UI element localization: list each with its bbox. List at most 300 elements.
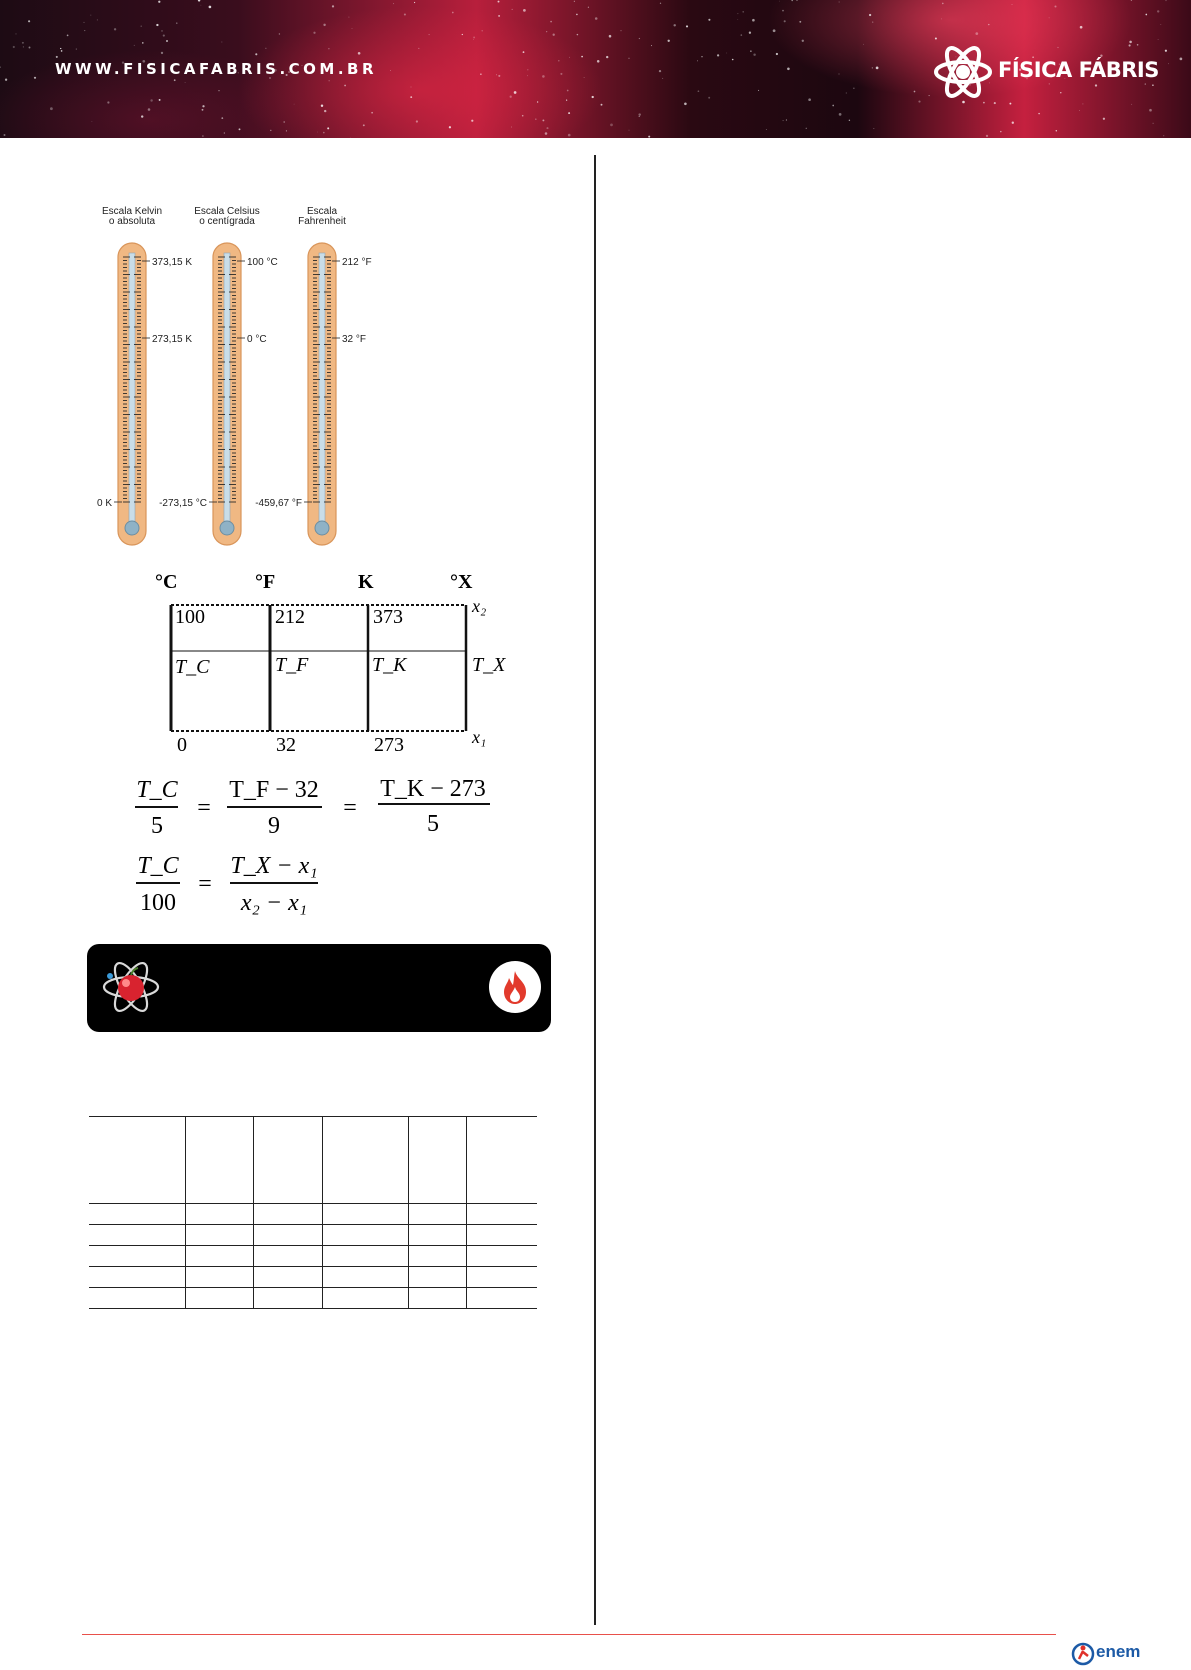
star [1054, 5, 1056, 7]
scale-diagram [150, 565, 506, 756]
header-x: °X [450, 571, 473, 593]
table-cell [466, 1204, 537, 1225]
star [550, 21, 552, 23]
star [1137, 44, 1139, 46]
star [523, 9, 526, 12]
star [806, 128, 807, 129]
star [84, 30, 85, 31]
thermometer-subtitle: o absoluta [108, 216, 156, 227]
enem-logo-text: enem [1096, 1642, 1141, 1661]
star [597, 60, 600, 63]
star [90, 15, 91, 16]
table-cell [466, 1225, 537, 1246]
table-cell [89, 1288, 185, 1309]
star [107, 101, 109, 103]
star [511, 127, 512, 128]
star [752, 19, 755, 22]
star [176, 23, 177, 24]
column-divider [594, 155, 596, 1625]
star [1131, 0, 1132, 1]
star [1012, 4, 1013, 5]
star [708, 19, 710, 21]
thermometer-title: Escala Kelvin [101, 206, 163, 217]
star [141, 26, 142, 27]
star [639, 38, 640, 39]
star [808, 98, 811, 101]
thermometer-bulb [125, 521, 139, 535]
star [363, 124, 365, 126]
thermometer-bottom-label: -273,15 °C [159, 498, 207, 509]
star [567, 90, 569, 92]
star [606, 56, 608, 58]
formula1-term2-numerator: T_F − 32 [229, 777, 319, 803]
star [510, 96, 512, 98]
star [651, 45, 652, 46]
top-value-x: x₂ [472, 596, 487, 616]
star [569, 57, 570, 58]
table-cell [466, 1267, 537, 1288]
star [1160, 24, 1161, 25]
star [317, 132, 318, 133]
table-cell [89, 1225, 185, 1246]
thermometer-top-label: 373,15 K [152, 257, 193, 268]
star [286, 130, 287, 131]
star [429, 34, 430, 35]
star [174, 79, 176, 81]
star [23, 46, 24, 47]
star [766, 129, 767, 130]
star [67, 35, 69, 37]
star [84, 22, 85, 23]
star [393, 3, 394, 4]
star [802, 40, 804, 42]
star [350, 137, 351, 138]
star [50, 107, 53, 110]
star [545, 132, 548, 135]
star [452, 12, 454, 14]
star [224, 132, 225, 133]
data-table [89, 1116, 537, 1309]
star [1082, 103, 1083, 104]
thermometer-title: Escala Celsius [194, 206, 260, 217]
star [1149, 109, 1152, 112]
star [218, 90, 219, 91]
star [512, 9, 513, 10]
star [1049, 17, 1050, 18]
star [1100, 54, 1102, 56]
table-cell [466, 1288, 537, 1309]
star [872, 22, 873, 23]
thermometer-bulb [315, 521, 329, 535]
star [662, 78, 663, 79]
enem-logo [1070, 1637, 1180, 1667]
star [732, 59, 734, 61]
table-cell [253, 1288, 322, 1309]
star [329, 80, 330, 81]
star [783, 120, 784, 121]
star [1157, 10, 1159, 12]
thermometer-subtitle: o centígrada [199, 216, 255, 227]
formula2-term1-numerator: T_C [137, 853, 179, 879]
star [568, 134, 571, 137]
table-cell [185, 1288, 253, 1309]
star [348, 17, 349, 18]
header-fahrenheit: °F [255, 571, 276, 593]
thermometer-top-label: 212 °F [342, 257, 372, 268]
table-cell [322, 1267, 408, 1288]
star [601, 104, 603, 106]
star [988, 24, 989, 25]
star [323, 24, 325, 26]
mid-value-kelvin: T_K [372, 654, 407, 676]
star [255, 53, 257, 55]
star [698, 90, 700, 92]
star [473, 39, 474, 40]
table-cell [185, 1246, 253, 1267]
formula1-equals-1: = [197, 795, 211, 821]
star [321, 105, 323, 107]
star [528, 70, 529, 71]
star [1158, 39, 1159, 40]
star [134, 45, 135, 46]
table-cell [322, 1225, 408, 1246]
star [595, 17, 598, 20]
table-cell [408, 1288, 466, 1309]
star [779, 1, 780, 2]
star [1165, 50, 1167, 52]
table-row [89, 1204, 537, 1225]
star [839, 113, 842, 116]
table-cell [408, 1225, 466, 1246]
star [92, 121, 93, 122]
star [660, 3, 661, 4]
star [869, 14, 871, 16]
table-cell [89, 1246, 185, 1267]
star [473, 36, 475, 38]
star [874, 128, 875, 129]
page-header [0, 0, 1191, 138]
star [741, 34, 743, 36]
star [546, 31, 547, 32]
formula-conversion [130, 770, 500, 840]
star [523, 51, 525, 53]
star [498, 15, 500, 17]
star [568, 112, 570, 114]
star [584, 77, 585, 78]
thermometer-figure [90, 205, 390, 545]
star [527, 75, 528, 76]
bottom-value-celsius: 0 [177, 734, 187, 756]
brand-name: FÍSICA FÁBRIS [998, 58, 1159, 82]
star [986, 135, 988, 137]
star [576, 14, 578, 16]
table-cell [408, 1267, 466, 1288]
star [742, 11, 743, 12]
top-value-celsius: 100 [175, 606, 205, 628]
star [791, 0, 793, 1]
formula2-term2-numerator: T_X − x₁ [230, 853, 318, 879]
star [542, 119, 544, 121]
table-row [89, 1246, 537, 1267]
star [323, 132, 325, 134]
atom-logo-icon [934, 40, 992, 104]
header-kelvin: K [358, 571, 374, 593]
table-cell [185, 1204, 253, 1225]
table-row [89, 1288, 537, 1309]
formula2-term2-denominator: x₂ − x₁ [240, 890, 308, 916]
star [648, 136, 650, 138]
star [1153, 123, 1154, 124]
star [332, 5, 334, 7]
star [1095, 84, 1097, 86]
star [753, 53, 755, 55]
star [839, 74, 840, 75]
star [708, 97, 710, 99]
thermometer-0 [97, 206, 192, 545]
star [198, 0, 200, 2]
star [1129, 44, 1131, 46]
site-url[interactable]: WWW.FISICAFABRIS.COM.BR [55, 60, 378, 78]
footer-line [82, 1634, 1056, 1635]
star [697, 61, 698, 62]
star [390, 70, 391, 71]
star [758, 90, 759, 91]
star [629, 58, 630, 59]
star [1012, 122, 1014, 124]
thermometer-mid-label: 32 °F [342, 334, 367, 345]
table-cell [253, 1246, 322, 1267]
fire-icon [499, 969, 531, 1005]
star [846, 93, 847, 94]
star [498, 75, 500, 77]
star [294, 104, 295, 105]
star [782, 10, 784, 12]
star [849, 120, 850, 121]
star [481, 30, 482, 31]
star [514, 91, 517, 94]
star [34, 77, 36, 79]
star [328, 48, 329, 49]
thermometer-title: Escala [306, 206, 338, 217]
top-value-fahrenheit: 212 [275, 606, 305, 628]
table-cell [322, 1246, 408, 1267]
table-header-cell [253, 1117, 322, 1204]
star [416, 120, 418, 122]
star [344, 85, 346, 87]
star [1080, 26, 1083, 29]
star [29, 47, 31, 49]
star [159, 99, 161, 101]
star [872, 67, 873, 68]
star [592, 96, 594, 98]
table-row [89, 1225, 537, 1246]
star [994, 102, 996, 104]
star [419, 48, 420, 49]
formula2-equals: = [198, 871, 212, 897]
star [546, 127, 548, 129]
thermometer-capillary [319, 253, 325, 523]
star [327, 127, 329, 129]
section-banner [87, 944, 551, 1032]
star [1057, 47, 1058, 48]
star [786, 119, 787, 120]
table-cell [253, 1204, 322, 1225]
star [1079, 110, 1080, 111]
table-cell [185, 1225, 253, 1246]
bottom-value-kelvin: 273 [374, 734, 404, 756]
table-cell [408, 1246, 466, 1267]
star [1145, 14, 1147, 16]
thermometer-top-label: 100 °C [247, 257, 278, 268]
star [161, 30, 163, 32]
star [0, 66, 1, 68]
star [737, 19, 738, 20]
star [863, 44, 864, 45]
star [202, 135, 204, 137]
star [738, 13, 739, 14]
star [621, 30, 622, 31]
star [56, 56, 58, 58]
table-cell [89, 1204, 185, 1225]
star [535, 118, 537, 120]
star [61, 50, 63, 52]
atom-apple-icon [101, 954, 161, 1018]
star [411, 87, 412, 88]
star [371, 112, 373, 114]
star [853, 88, 854, 89]
table-cell [253, 1225, 322, 1246]
star [1049, 83, 1050, 84]
thermometer-capillary [224, 253, 230, 523]
star [313, 32, 315, 34]
star [202, 105, 204, 107]
star [566, 100, 567, 101]
mid-value-fahrenheit: T_F [275, 654, 309, 676]
formula1-equals-2: = [343, 795, 357, 821]
star [265, 48, 266, 49]
mid-value-celsius: T_C [175, 656, 210, 678]
star [799, 21, 801, 23]
star [638, 113, 640, 115]
star [787, 68, 790, 71]
star [480, 74, 481, 75]
formula1-term1-denominator: 5 [151, 813, 163, 839]
table-cell [466, 1246, 537, 1267]
star [749, 32, 751, 34]
star [279, 33, 280, 34]
table-header-cell [408, 1117, 466, 1204]
star [941, 18, 942, 19]
star [553, 34, 555, 36]
table-header-cell [466, 1117, 537, 1204]
star [352, 28, 353, 29]
table-cell [253, 1267, 322, 1288]
thermometer-mid-label: 0 °C [247, 334, 267, 345]
star [750, 50, 751, 51]
top-value-kelvin: 373 [373, 606, 403, 628]
star [1056, 130, 1057, 131]
star [410, 96, 412, 98]
table-cell [322, 1288, 408, 1309]
star [414, 2, 415, 3]
star [686, 25, 688, 27]
star [283, 121, 285, 123]
star [150, 99, 152, 101]
star [270, 130, 271, 131]
star [28, 20, 30, 22]
table-header-row [89, 1117, 537, 1204]
star [629, 130, 630, 131]
star [76, 49, 77, 50]
star [498, 1, 500, 3]
thermometer-mid-label: 273,15 K [152, 334, 193, 345]
star [773, 29, 776, 32]
star [209, 6, 212, 9]
star [784, 20, 786, 22]
table-cell [322, 1204, 408, 1225]
star [141, 115, 143, 117]
star [684, 103, 687, 106]
star [239, 128, 241, 130]
star [166, 40, 168, 42]
star [1103, 118, 1105, 120]
star [148, 108, 151, 111]
star [673, 24, 675, 26]
star [1152, 84, 1154, 86]
thermometer-bulb [220, 521, 234, 535]
star [13, 46, 15, 48]
star [4, 134, 6, 136]
star [639, 116, 640, 117]
formula-generic [130, 848, 330, 918]
table-cell [89, 1267, 185, 1288]
star [796, 0, 797, 1]
star [522, 115, 524, 117]
star [1000, 131, 1001, 132]
star [358, 52, 361, 55]
formula1-term2-denominator: 9 [268, 813, 280, 839]
formula1-term3-numerator: T_K − 273 [380, 776, 486, 802]
star [1038, 113, 1039, 114]
star [496, 74, 497, 75]
star [221, 117, 223, 119]
star [1145, 83, 1146, 84]
star [114, 28, 116, 30]
thermometer-capillary [129, 253, 135, 523]
star [161, 52, 163, 54]
star [156, 24, 158, 26]
table-header-cell [322, 1117, 408, 1204]
star [914, 91, 916, 93]
star [942, 3, 944, 5]
star [726, 53, 727, 54]
star [588, 7, 589, 8]
star [839, 2, 840, 3]
star [1163, 135, 1164, 136]
star [776, 53, 778, 55]
thermometer-subtitle: Fahrenheit [298, 216, 346, 227]
star [975, 32, 978, 35]
table-header-cell [89, 1117, 185, 1204]
star [542, 75, 545, 78]
star [832, 105, 834, 107]
fire-badge [489, 961, 541, 1013]
star [1180, 58, 1183, 61]
table-cell [408, 1204, 466, 1225]
star [701, 56, 702, 57]
star [918, 101, 920, 103]
star [22, 42, 24, 44]
